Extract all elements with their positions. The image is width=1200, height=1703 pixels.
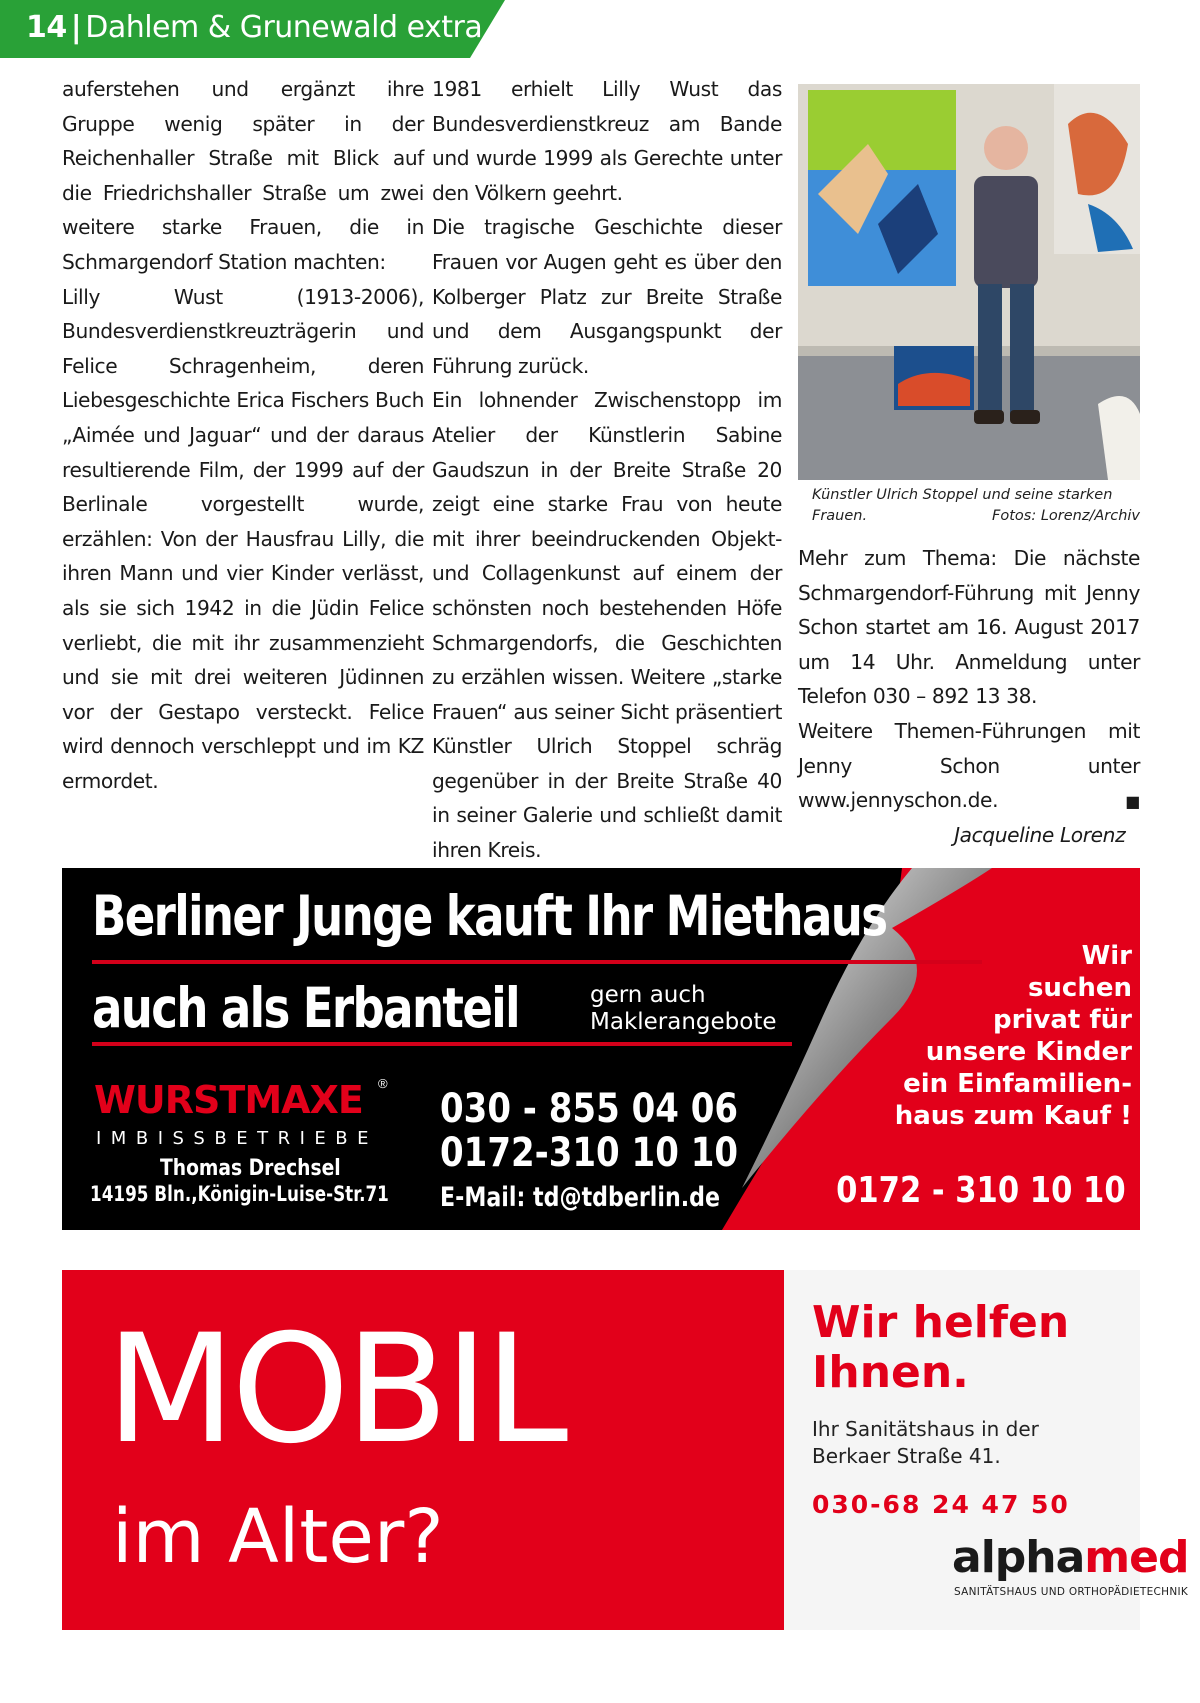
logo-subtitle: IMBISSBETRIEBE — [96, 1128, 378, 1149]
caption-text: Künstler Ulrich Stoppel und seine starken Frauen. — [812, 487, 1113, 524]
headline-rule — [92, 960, 982, 964]
claim-line: Ihnen. — [812, 1347, 969, 1398]
real-estate-ad — [62, 868, 1140, 1230]
email-address: E-Mail: td@tdberlin.de — [440, 1182, 721, 1213]
ad-headline: MOBIL — [106, 1303, 565, 1477]
phone-number: 030-68 24 47 50 — [812, 1490, 1070, 1519]
registered-mark: ® — [378, 1076, 388, 1091]
side-line: haus zum Kauf ! — [894, 1101, 1132, 1131]
contact-address: 14195 Bln.,Königin-Luise-Str.71 — [90, 1182, 389, 1206]
artist-photo — [798, 84, 1140, 480]
paragraph: auferstehen und ergänzt ihre Gruppe wenig später in der Reichenhaller Straße mit Blick auf die Friedrichshaller Straße um zwei weitere starke Frauen, die in Schmargendorf Station machten: — [62, 77, 424, 274]
paragraph: 1981 erhielt Lilly Wust das Bundesverdienstkreuz am Bande und wurde 1999 als Gerechte unter den Völkern geehrt. — [432, 77, 782, 205]
page-number: 14 — [26, 10, 67, 45]
side-phone-number: 0172 - 310 10 10 — [836, 1170, 1126, 1211]
ad-description — [812, 1416, 1039, 1470]
paragraph: Die tragische Geschichte dieser Frauen vor Augen geht es über den Kolberger Platz zur Breite Straße und dem Ausgangspunkt der Führung zurück. — [432, 215, 782, 378]
section-title: Dahlem & Grunewald extra — [85, 10, 483, 45]
ad-red-panel — [62, 1270, 784, 1630]
contact-name: Thomas Drechsel — [160, 1156, 341, 1181]
article-column-2 — [432, 72, 782, 868]
logo-part: med — [1084, 1532, 1189, 1583]
side-line: unsere Kinder — [925, 1037, 1132, 1067]
alphamed-logo — [952, 1532, 1188, 1583]
section-header-bar — [0, 0, 505, 58]
photo-illustration — [798, 84, 1140, 480]
ad-headline-2: auch als Erbanteil — [92, 976, 519, 1040]
author-byline: Jacqueline Lorenz — [954, 822, 1126, 847]
description-line: Berkaer Straße 41. — [812, 1444, 1001, 1468]
phone-number: 0172-310 10 10 — [440, 1130, 739, 1176]
photo-credit: Fotos: Lorenz/Archiv — [992, 508, 1140, 524]
side-line: privat für — [993, 1005, 1132, 1035]
logo-part: alpha — [952, 1532, 1085, 1583]
ad-side-text — [882, 940, 1132, 1132]
note-line: Maklerangebote — [590, 1009, 777, 1035]
logo-tagline: SANITÄTSHAUS UND ORTHOPÄDIETECHNIK — [954, 1586, 1189, 1598]
paragraph: Lilly Wust (1913-2006), Bundesverdienstkreuzträgerin und Felice Schragenheim, deren Liebesgeschichte Erica Fischers Buch „Aimée und Jaguar“ und der daraus resultierende Film, der 1999 auf der Berlinale vorgestellt wurde, erzählen: Von der Hausfrau Lilly, die ihren Mann und vier Kinder verlässt, als sie sich 1942 in die Jüdin Felice verliebt, die mit ihr zusammenzieht und sie mit drei weiteren Jüdinnen vor der Gestapo versteckt. Felice wird dennoch verschleppt und im KZ ermordet. — [62, 284, 424, 793]
description-line: Ihr Sanitätshaus in der — [812, 1417, 1039, 1441]
ad-note — [590, 982, 777, 1036]
side-line: suchen — [1027, 973, 1132, 1003]
side-line: ein Einfamilien- — [903, 1069, 1132, 1099]
header-separator: | — [70, 10, 82, 45]
ad-headline: Berliner Junge kauft Ihr Miethaus — [92, 884, 887, 948]
logo-wordmark: WURSTMAXE — [94, 1078, 363, 1122]
wurstmaxe-logo — [90, 1076, 394, 1206]
note-line: gern auch — [590, 982, 706, 1008]
article-column-1 — [62, 72, 424, 798]
paragraph — [798, 714, 1140, 818]
article-column-3 — [798, 541, 1140, 852]
end-mark: ■ — [1125, 792, 1140, 812]
medical-supply-ad — [62, 1270, 1189, 1630]
photo-caption — [812, 485, 1140, 527]
paragraph: Ein lohnender Zwischenstopp im Atelier der Künstlerin Sabine Gaudszun in der Breite Straße 20 zeigt eine starke Frau von heute mit ihrer beeindruckenden Objekt- und Collagenkunst auf einem der schönsten noch bestehenden Höfe Schmargendorfs, die Geschichten zu erzählen wissen. Weitere „starke Frauen“ aus seiner Sicht präsentiert Künstler Ulrich Stoppel schräg gegenüber in der Breite Straße 40 in seiner Galerie und schließt damit ihren Kreis. — [432, 388, 782, 863]
paragraph: Mehr zum Thema: Die nächste Schmargendorf-Führung mit Jenny Schon startet am 16. August 2017 um 14 Uhr. Anmeldung unter Telefon 030 – 892 13 38. — [798, 546, 1140, 709]
claim-line: Wir helfen — [812, 1297, 1070, 1348]
paragraph-text: Weitere Themen-Führungen mit Jenny Schon unter www.jennyschon.de. — [798, 718, 1140, 813]
side-line: Wir — [1081, 941, 1132, 971]
section-header — [26, 10, 482, 45]
headline-rule — [92, 1042, 792, 1046]
ad-subheadline: im Alter? — [112, 1494, 444, 1580]
phone-number: 030 - 855 04 06 — [440, 1086, 739, 1132]
ad-claim — [812, 1298, 1069, 1398]
